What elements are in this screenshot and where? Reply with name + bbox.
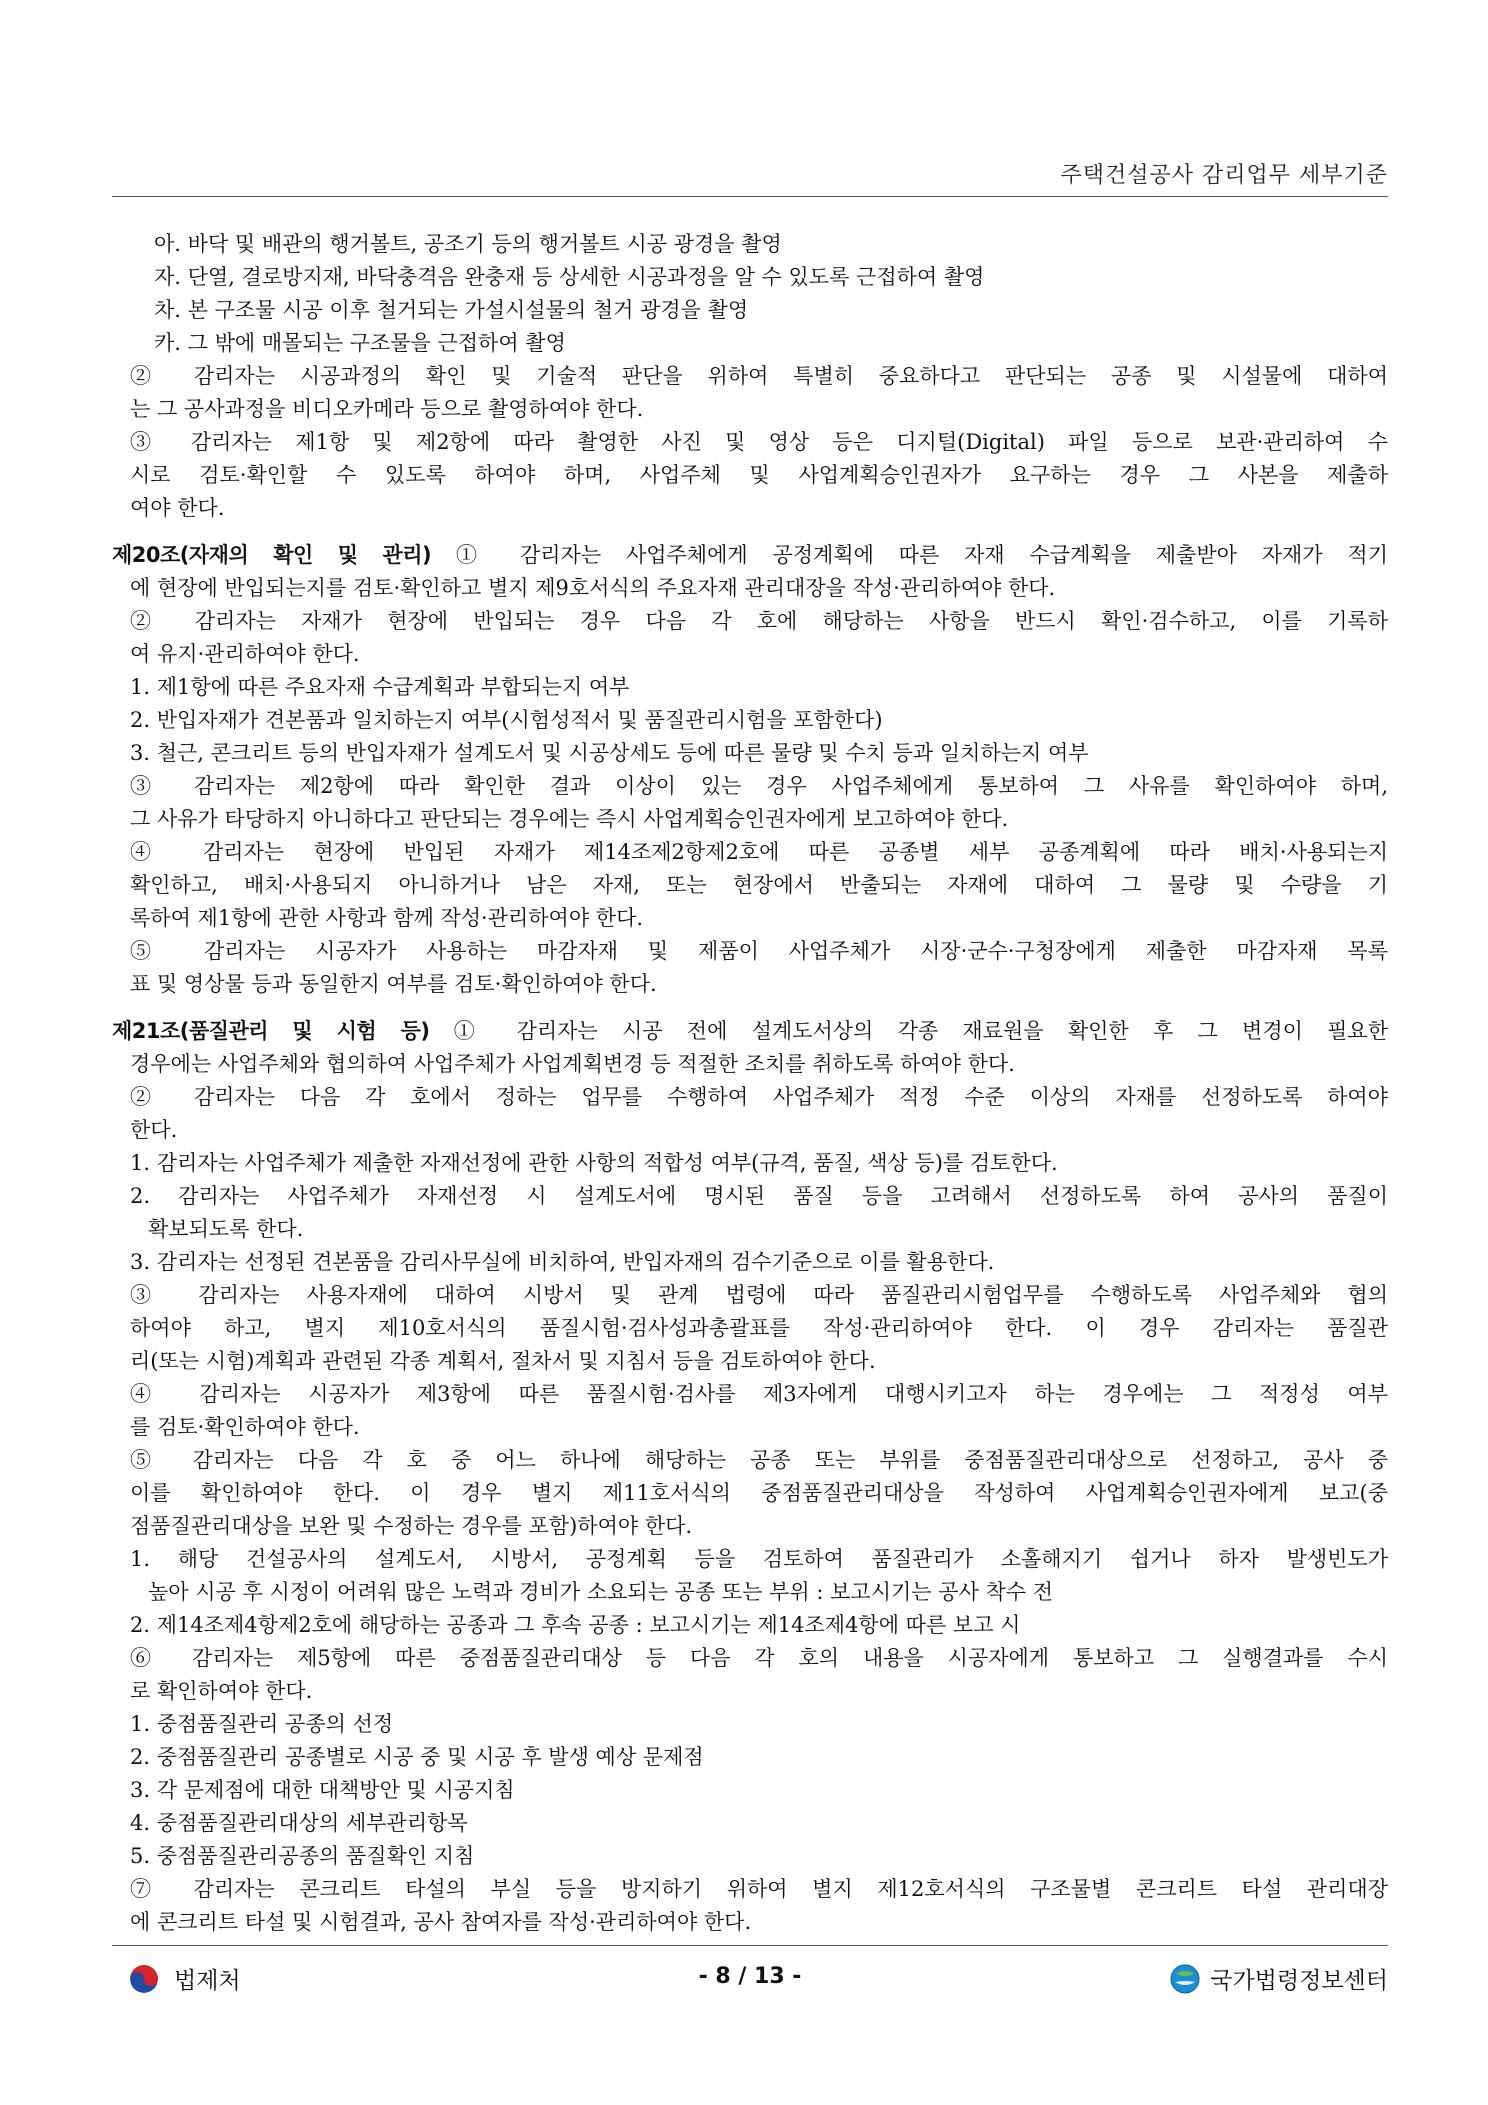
paragraph-line: ③ 감리자는 제1항 및 제2항에 따라 촬영한 사진 및 영상 등은 디지털(Digital) 파일 등으로 보관·관리하여 수 [130, 430, 1388, 454]
paragraph-line: ③ 감리자는 사용자재에 대하여 시방서 및 관계 법령에 따라 품질관리시험업무를 수행하도록 사업주체와 협의 [130, 1283, 1388, 1307]
paragraph-line: 하여야 하고, 별지 제10호서식의 품질시험·검사성과총괄표를 작성·관리하여야 한다. 이 경우 감리자는 품질관 [130, 1316, 1388, 1340]
paragraph-line: ② 감리자는 다음 각 호에서 정하는 업무를 수행하여 사업주체가 적정 수준 이상의 자재를 선정하도록 하여야 [130, 1085, 1388, 1109]
list-item: 3. 감리자는 선정된 견본품을 감리사무실에 비치하여, 반입자재의 검수기준으로 이를 활용한다. [130, 1250, 995, 1274]
list-item: 4. 중점품질관리대상의 세부관리항목 [130, 1811, 468, 1835]
paragraph-line: 로 확인하여야 한다. [130, 1679, 313, 1703]
paragraph-line: 여야 한다. [130, 496, 225, 520]
list-item: 2. 중점품질관리 공종별로 시공 중 및 시공 후 발생 예상 문제점 [130, 1745, 704, 1769]
list-item: 2. 반입자재가 견본품과 일치하는지 여부(시험성적서 및 품질관리시험을 포함한다) [130, 708, 883, 732]
paragraph-line: 표 및 영상물 등과 동일한지 여부를 검토·확인하여야 한다. [130, 972, 657, 996]
list-item: 1. 제1항에 따른 주요자재 수급계획과 부합되는지 여부 [130, 675, 630, 699]
footer-right-label: 국가법령정보센터 [1210, 1968, 1388, 1994]
list-item: 1. 해당 건설공사의 설계도서, 시방서, 공정계획 등을 검토하여 품질관리가 소홀해지기 쉽거나 하자 발생빈도가 [130, 1547, 1388, 1571]
list-item: 확보되도록 한다. [148, 1217, 304, 1241]
list-item: 3. 철근, 콘크리트 등의 반입자재가 설계도서 및 시공상세도 등에 따른 물량 및 수치 등과 일치하는지 여부 [130, 741, 1089, 765]
paragraph-line: ⑦ 감리자는 콘크리트 타설의 부실 등을 방지하기 위하여 별지 제12호서식의 구조물별 콘크리트 타설 관리대장 [130, 1877, 1388, 1901]
paragraph-line: 확인하고, 배치·사용되지 아니하거나 남은 자재, 또는 현장에서 반출되는 자재에 대하여 그 물량 및 수량을 기 [130, 873, 1388, 897]
paragraph-line: ⑤ 감리자는 다음 각 호 중 어느 하나에 해당하는 공종 또는 부위를 중점품질관리대상으로 선정하고, 공사 중 [130, 1448, 1388, 1472]
article-21-heading: 제21조(품질관리 및 시험 등) [112, 1019, 430, 1043]
article-21-first-line: 제21조(품질관리 및 시험 등) ① 감리자는 시공 전에 설계도서상의 각종 재료원을 확인한 후 그 변경이 필요한 [112, 1019, 1388, 1043]
paragraph-line: 록하여 제1항에 관한 사항과 함께 작성·관리하여야 한다. [130, 906, 644, 930]
paragraph-line: 이를 확인하여야 한다. 이 경우 별지 제11호서식의 중점품질관리대상을 작성하여 사업계획승인권자에게 보고(중 [130, 1481, 1388, 1505]
list-item: 카. 그 밖에 매몰되는 구조물을 근접하여 촬영 [154, 331, 566, 355]
page-footer [112, 1962, 1388, 2002]
article-20-heading: 제20조(자재의 확인 및 관리) [112, 543, 432, 567]
paragraph-line: 그 사유가 타당하지 아니하다고 판단되는 경우에는 즉시 사업계획승인권자에게 보고하여야 한다. [130, 807, 1009, 831]
list-item: 자. 단열, 결로방지재, 바닥충격음 완충재 등 상세한 시공과정을 알 수 있도록 근접하여 촬영 [154, 265, 985, 289]
footer-divider [112, 1945, 1388, 1946]
paragraph-line: 는 그 공사과정을 비디오카메라 등으로 촬영하여야 한다. [130, 397, 644, 421]
paragraph-line: ④ 감리자는 현장에 반입된 자재가 제14조제2항제2호에 따른 공종별 세부 공종계획에 따라 배치·사용되는지 [130, 840, 1388, 864]
header-title: 주택건설공사 감리업무 세부기준 [1060, 163, 1388, 188]
list-item: 아. 바닥 및 배관의 행거볼트, 공조기 등의 행거볼트 시공 광경을 촬영 [154, 232, 782, 256]
header-divider [112, 196, 1388, 197]
paragraph-line: 경우에는 사업주체와 협의하여 사업주체가 사업계획변경 등 적절한 조치를 취하도록 하여야 한다. [130, 1052, 1015, 1076]
list-item: 2. 감리자는 사업주체가 자재선정 시 설계도서에 명시된 품질 등을 고려해서 선정하도록 하여 공사의 품질이 [130, 1184, 1388, 1208]
paragraph-line: 에 현장에 반입되는지를 검토·확인하고 별지 제9호서식의 주요자재 관리대장을 작성·관리하여야 한다. [130, 576, 1056, 600]
paragraph-line: 에 콘크리트 타설 및 시험결과, 공사 참여자를 작성·관리하여야 한다. [130, 1910, 752, 1934]
list-item: 5. 중점품질관리공종의 품질확인 지침 [130, 1844, 475, 1868]
paragraph-line: ⑥ 감리자는 제5항에 따른 중점품질관리대상 등 다음 각 호의 내용을 시공자에게 통보하고 그 실행결과를 수시 [130, 1646, 1388, 1670]
paragraph-line: 여 유지·관리하여야 한다. [130, 642, 360, 666]
list-item: 1. 감리자는 사업주체가 제출한 자재선정에 관한 사항의 적합성 여부(규격, 품질, 색상 등)를 검토한다. [130, 1151, 1058, 1175]
paragraph-line: 리(또는 시험)계획과 관련된 각종 계획서, 절차서 및 지침서 등을 검토하여야 한다. [130, 1349, 876, 1373]
paragraph-line: ④ 감리자는 시공자가 제3항에 따른 품질시험·검사를 제3자에게 대행시키고자 하는 경우에는 그 적정성 여부 [130, 1382, 1388, 1406]
paragraph-line: 를 검토·확인하여야 한다. [130, 1415, 360, 1439]
paragraph-line: 시로 검토·확인할 수 있도록 하여야 하며, 사업주체 및 사업계획승인권자가 요구하는 경우 그 사본을 제출하 [130, 463, 1388, 487]
paragraph-line: ② 감리자는 자재가 현장에 반입되는 경우 다음 각 호에 해당하는 사항을 반드시 확인·검수하고, 이를 기록하 [130, 609, 1388, 633]
paragraph-line: ③ 감리자는 제2항에 따라 확인한 결과 이상이 있는 경우 사업주체에게 통보하여 그 사유를 확인하여야 하며, [130, 774, 1388, 798]
footer-right [1170, 1962, 1388, 1995]
list-item: 2. 제14조제4항제2호에 해당하는 공종과 그 후속 공종 : 보고시기는 제14조제4항에 따른 보고 시 [130, 1613, 1021, 1637]
article-20-first-line: 제20조(자재의 확인 및 관리) ① 감리자는 사업주체에게 공정계획에 따른 자재 수급계획을 제출받아 자재가 적기 [112, 543, 1388, 567]
paragraph-line: ② 감리자는 시공과정의 확인 및 기술적 판단을 위하여 특별히 중요하다고 판단되는 공종 및 시설물에 대하여 [130, 364, 1388, 388]
paragraph-line: ⑤ 감리자는 시공자가 사용하는 마감자재 및 제품이 사업주체가 시장·군수·구청장에게 제출한 마감자재 목록 [130, 939, 1388, 963]
paragraph-line: 점품질관리대상을 보완 및 수정하는 경우를 포함)하여야 한다. [130, 1514, 693, 1538]
footer-left-label: 법제처 [174, 1968, 241, 1994]
list-item: 1. 중점품질관리 공종의 선정 [130, 1712, 394, 1736]
paragraph-line: 한다. [130, 1118, 178, 1142]
globe-logo-icon [1170, 1964, 1200, 1994]
page-number: - 8 / 13 - [698, 1964, 802, 1989]
list-item: 높아 시공 후 시정이 어려워 많은 노력과 경비가 소요되는 공종 또는 부위 : 보고시기는 공사 착수 전 [148, 1580, 1054, 1604]
document-body [112, 228, 1388, 1939]
list-item: 3. 각 문제점에 대한 대책방안 및 시공지침 [130, 1778, 515, 1802]
list-item: 차. 본 구조물 시공 이후 철거되는 가설시설물의 철거 광경을 촬영 [154, 298, 749, 322]
